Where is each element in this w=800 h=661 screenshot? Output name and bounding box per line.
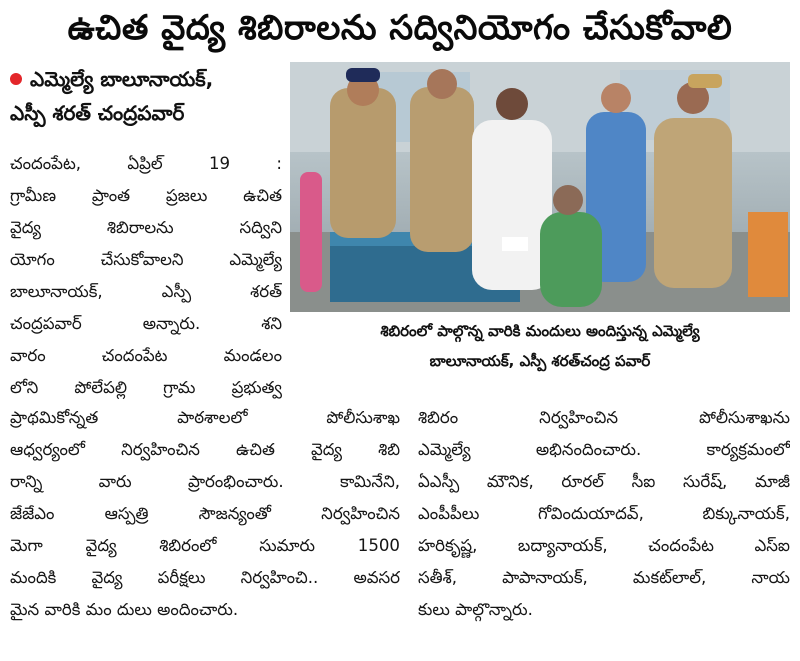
subheadline-text-1: ఎమ్మెల్యే బాలూనాయక్, bbox=[30, 67, 214, 91]
subheadline-line-2: ఎస్పీ శరత్ చంద్రపవార్ bbox=[10, 101, 185, 125]
article-line: మెగా వైద్య శిబిరంలో సుమారు 1500 bbox=[10, 536, 400, 555]
red-bullet-icon bbox=[10, 73, 22, 85]
article-column-right bbox=[418, 402, 790, 626]
article-line: బాలూనాయక్, ఎస్పీ శరత్ bbox=[10, 282, 282, 301]
article-line: ఎమ్మెల్యే అభినందించారు. కార్యక్రమంలో bbox=[418, 440, 790, 459]
article-line: జేజేఎం ఆస్పత్రి సౌజన్యంతో నిర్వహించిన bbox=[10, 504, 400, 523]
article-line: ఎంపీపీలు గోవిందుయాదవ్, బిక్కునాయక్, bbox=[418, 504, 790, 523]
article-line: ఏఎస్పీ మౌనిక, రూరల్ సీఐ సురేష్, మాజీ bbox=[418, 472, 790, 491]
article-line: ఆధ్వర్యంలో నిర్వహించిన ఉచిత వైద్య శిబి bbox=[10, 440, 400, 459]
article-line: వారం చందంపేట మండలం bbox=[10, 346, 282, 365]
article-line: సతీశ్, పాపానాయక్, మకట్‌లాల్, నాయ bbox=[418, 568, 790, 587]
article-line: కులు పాల్గొన్నారు. bbox=[418, 600, 533, 619]
photo-caption bbox=[290, 316, 790, 376]
subheadline bbox=[10, 62, 280, 130]
article-line: యోగం చేసుకోవాలని ఎమ్మెల్యే bbox=[10, 250, 282, 269]
headline: ఉచిత వైద్య శిబిరాలను సద్వినియోగం చేసుకోవాలి bbox=[67, 8, 733, 48]
article-column-left-top bbox=[10, 148, 282, 404]
article-line: గ్రామీణ ప్రాంత ప్రజలు ఉచిత bbox=[10, 186, 282, 205]
article-line: హరికృష్ణ, బద్యానాయక్, చందంపేట ఎస్ఐ bbox=[418, 536, 790, 555]
article-line: చంద్రపవార్ అన్నారు. శని bbox=[10, 314, 282, 333]
article-line: ప్రాథమికోన్నత పాఠశాలలో పోలీసుశాఖ bbox=[10, 408, 400, 427]
subheadline-line-1 bbox=[10, 62, 280, 96]
article-column-left-bottom bbox=[10, 402, 400, 626]
article-line: మైన వారికి మం దులు అందించారు. bbox=[10, 600, 239, 619]
article-line: లోని పోలేపల్లి గ్రామ ప్రభుత్వ bbox=[10, 378, 282, 397]
article-line: వైద్య శిబిరాలను సద్విని bbox=[10, 218, 282, 237]
caption-line-2: బాలూనాయక్, ఎస్పీ శరత్‌చంద్ర పవార్ bbox=[429, 352, 651, 370]
article-line: చందంపేట, ఏప్రిల్ 19 : bbox=[10, 154, 282, 173]
article-line: మందికి వైద్య పరీక్షలు నిర్వహించి.. అవసర bbox=[10, 568, 400, 587]
caption-line-1: శిబిరంలో పాల్గొన్న వారికి మందులు అందిస్తున్న ఎమ్మెల్యే bbox=[380, 322, 700, 340]
article-line: రాన్ని వారు ప్రారంభించారు. కామినేని, bbox=[10, 472, 400, 491]
article-line: శిబిరం నిర్వహించిన పోలీసుశాఖను bbox=[418, 408, 790, 427]
photo-illustration bbox=[290, 62, 790, 312]
news-photo bbox=[290, 62, 790, 312]
